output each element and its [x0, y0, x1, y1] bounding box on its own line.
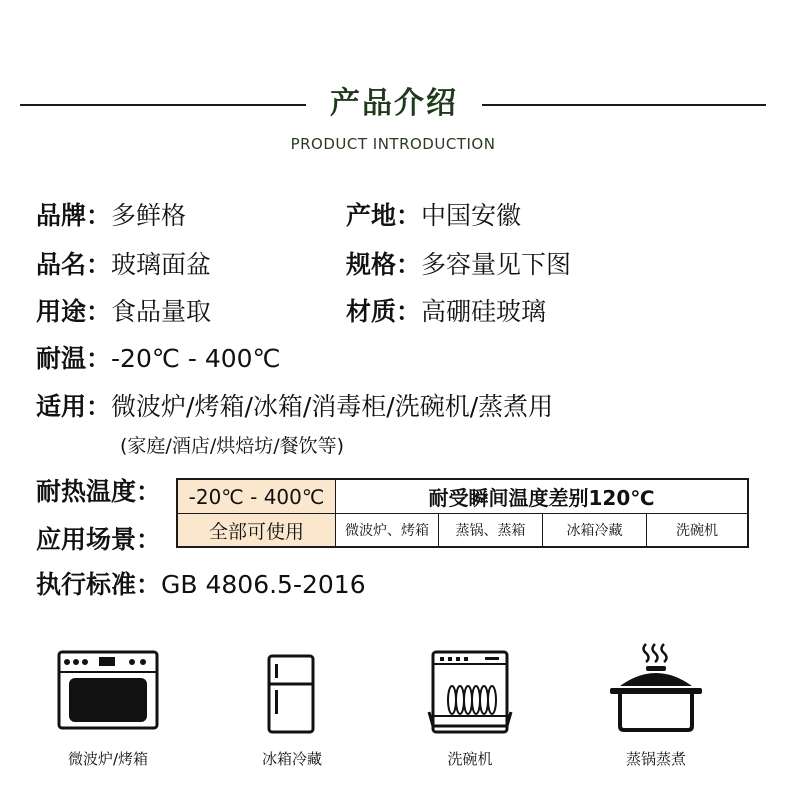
spec-usage-value: 食品量取: [111, 297, 212, 326]
spec-standard-value: GB 4806.5-2016: [161, 570, 366, 599]
spec-temperature-label: 耐温：: [36, 344, 112, 373]
header-divider-left: [20, 104, 306, 106]
scene-cell: 蒸锅、蒸箱: [439, 513, 543, 546]
all-usable-cell: 全部可使用: [178, 513, 336, 546]
spec-name-label: 品名：: [36, 250, 112, 279]
spec-origin-value: 中国安徽: [421, 201, 522, 230]
icon-label: 洗碗机: [447, 750, 493, 768]
spec-material-value: 高硼硅玻璃: [421, 297, 547, 326]
icon-label: 蒸锅蒸煮: [625, 750, 686, 768]
temp-range-cell: -20℃ - 400℃: [178, 480, 336, 513]
steamer-icon: [608, 642, 704, 740]
heat-resistance-label: 耐热温度：: [36, 477, 162, 506]
page-title: 产品介绍: [330, 86, 458, 121]
fridge-icon: [267, 654, 315, 740]
spec-applicable-label: 适用：: [36, 392, 112, 421]
spec-applicable: [36, 391, 553, 423]
icon-label: 微波炉/烤箱: [67, 750, 149, 768]
spec-size: [346, 249, 571, 281]
spec-temperature: [36, 343, 281, 375]
spec-origin-label: 产地：: [346, 201, 422, 230]
spec-applicable-value: 微波炉/烤箱/冰箱/消毒柜/洗碗机/蒸煮用: [111, 392, 554, 421]
spec-usage: [36, 296, 211, 328]
spec-brand-label: 品牌：: [36, 201, 112, 230]
spec-standard-label: 执行标准：: [36, 570, 162, 599]
scene-cell: 微波炉、烤箱: [336, 513, 439, 546]
scene-cell: 洗碗机: [647, 513, 747, 546]
scene-cell: 冰箱冷藏: [543, 513, 647, 546]
page-subtitle: PRODUCT INTRODUCTION: [290, 135, 496, 153]
spec-usage-label: 用途：: [36, 297, 112, 326]
spec-brand-value: 多鲜格: [111, 201, 187, 230]
icon-label: 冰箱冷藏: [261, 750, 322, 768]
spec-name: [36, 249, 211, 281]
spec-temperature-value: -20℃ - 400℃: [111, 344, 281, 373]
spec-name-value: 玻璃面盆: [111, 250, 212, 279]
spec-size-label: 规格：: [346, 250, 422, 279]
header-divider-right: [482, 104, 766, 106]
spec-table: [176, 478, 749, 548]
spec-standard: [36, 569, 366, 601]
temp-diff-cell: 耐受瞬间温度差别120℃: [428, 486, 655, 510]
spec-origin: [346, 200, 521, 232]
spec-size-value: 多容量见下图: [421, 250, 572, 279]
dishwasher-icon: [427, 650, 513, 738]
oven-icon: [57, 650, 159, 736]
spec-material-label: 材质：: [346, 297, 422, 326]
scene-label: 应用场景：: [36, 525, 162, 554]
spec-applicable-note: (家庭/酒店/烘焙坊/餐饮等): [120, 435, 345, 457]
spec-brand: [36, 200, 186, 232]
spec-material: [346, 296, 546, 328]
